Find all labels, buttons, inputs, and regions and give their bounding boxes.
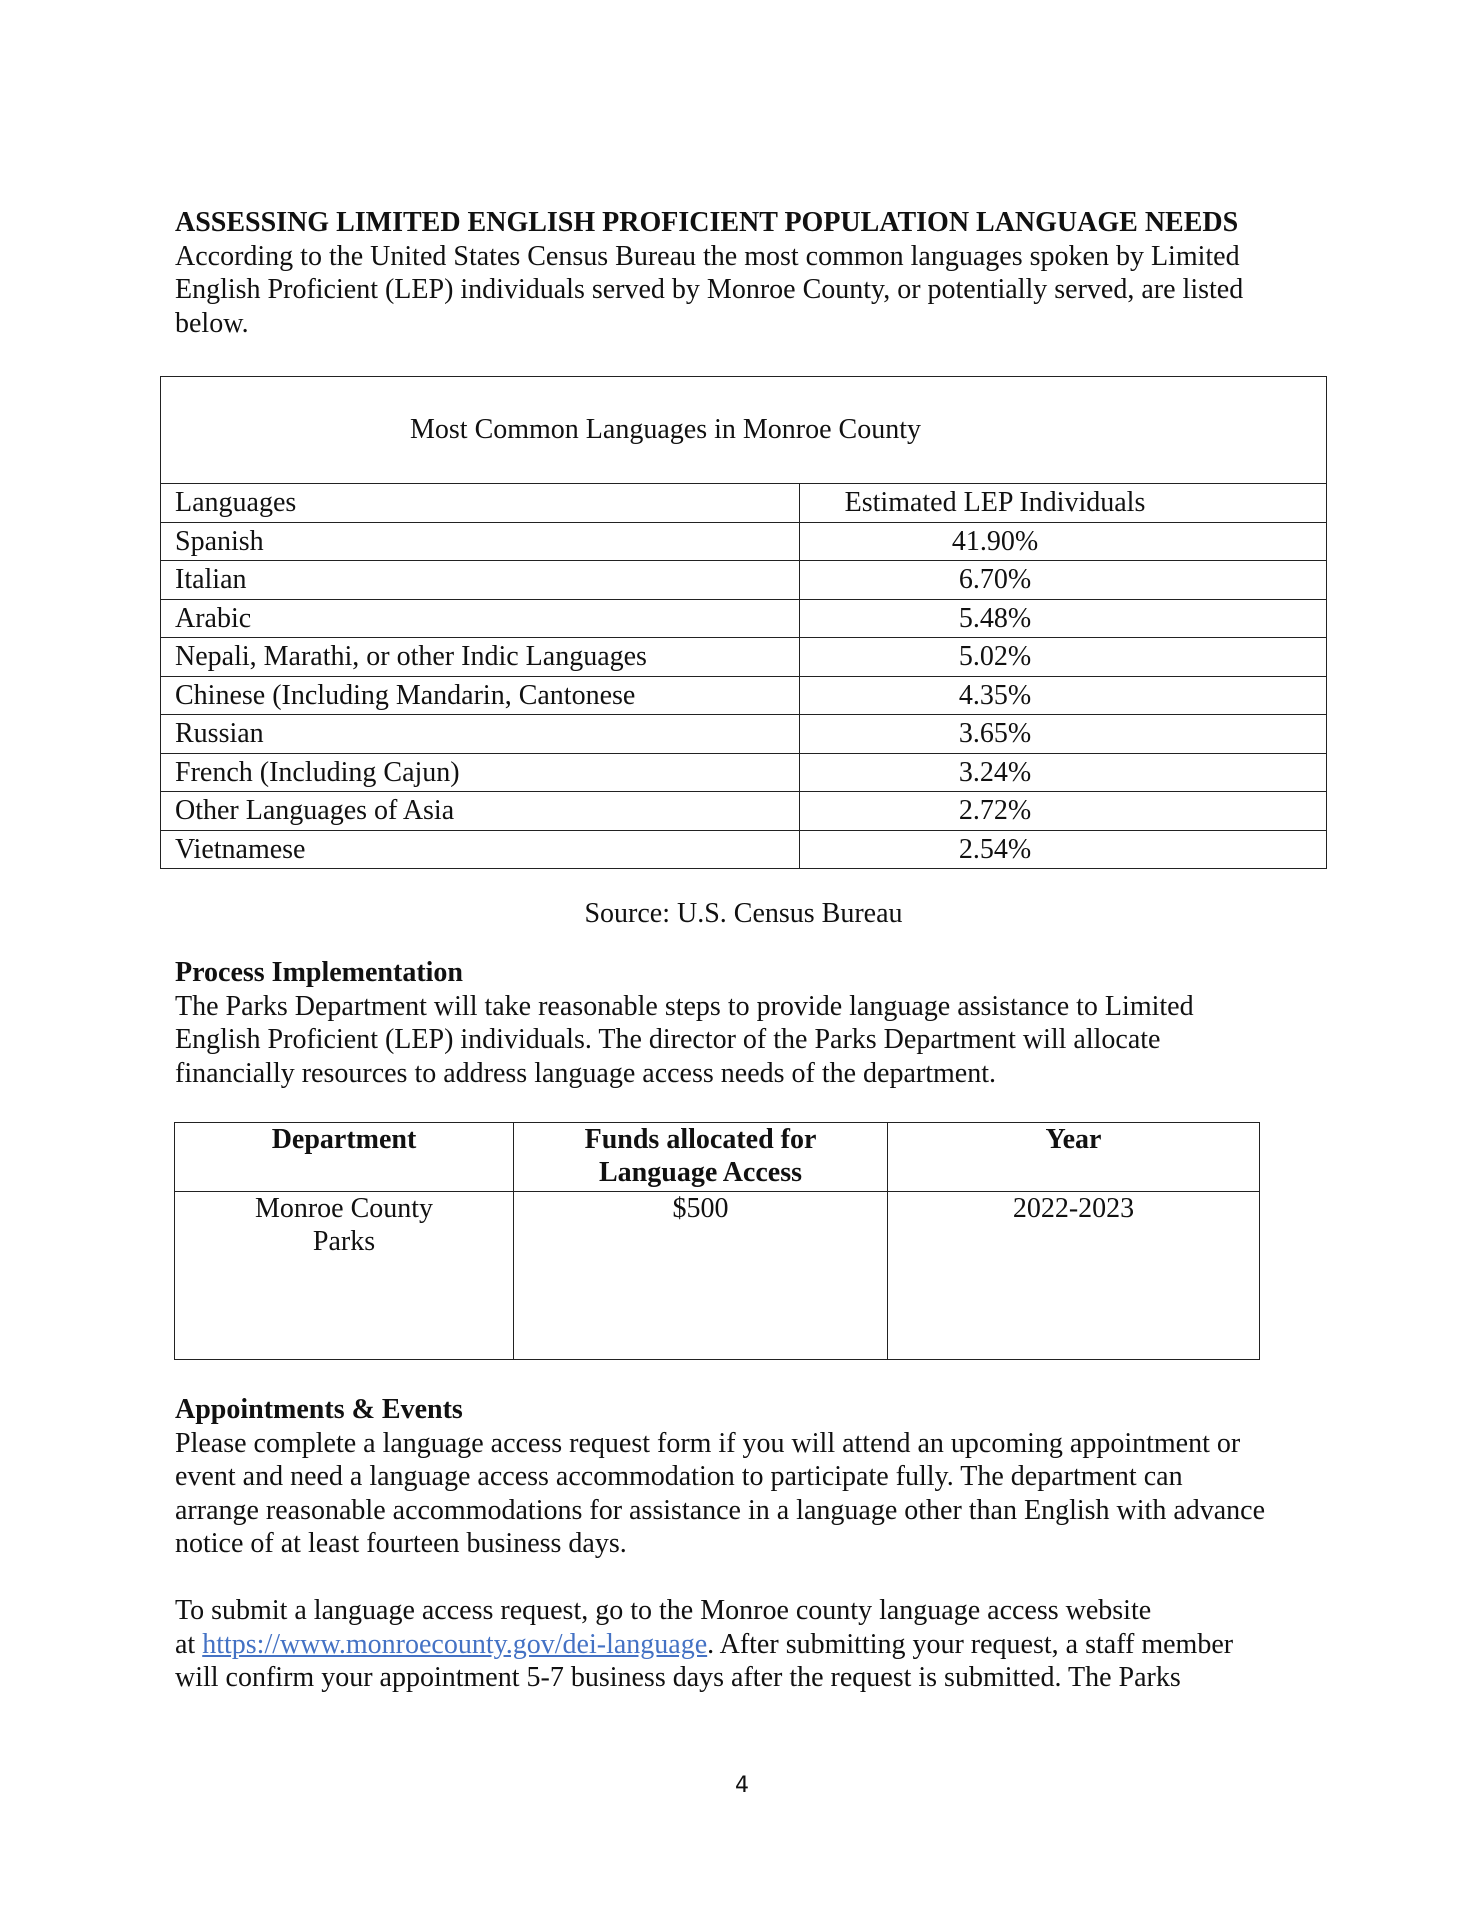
lep-paragraph-line: below. xyxy=(175,307,249,339)
header-text: Department xyxy=(271,1124,417,1155)
column-header-funds xyxy=(514,1123,888,1192)
table-row xyxy=(161,676,1327,715)
year-cell: 2022-2023 xyxy=(888,1192,1260,1360)
column-header-department xyxy=(175,1123,514,1192)
percent-cell: 3.24% xyxy=(800,753,1327,792)
table-row xyxy=(161,561,1327,600)
lep-section xyxy=(175,206,1335,340)
language-cell: Nepali, Marathi, or other Indic Languages xyxy=(161,638,800,677)
table-row xyxy=(161,599,1327,638)
percent-cell: 6.70% xyxy=(800,561,1327,600)
language-cell: Vietnamese xyxy=(161,830,800,869)
table-row xyxy=(161,522,1327,561)
funds-cell: $500 xyxy=(514,1192,888,1360)
column-header-year xyxy=(888,1123,1260,1192)
department-name-line: Parks xyxy=(312,1226,376,1257)
header-text: Year xyxy=(1045,1124,1102,1155)
table-source-note: Source: U.S. Census Bureau xyxy=(584,898,903,929)
submit-paragraph-line xyxy=(175,1628,1335,1662)
submit-suffix: . After submitting your request, a staff member xyxy=(707,1628,1234,1660)
appointments-paragraph-line: Please complete a language access request form if you will attend an upcoming appointment or xyxy=(175,1427,1241,1459)
column-header-languages: Languages xyxy=(161,484,800,523)
table-header-row xyxy=(161,484,1327,523)
language-cell: Other Languages of Asia xyxy=(161,792,800,831)
percent-cell: 2.54% xyxy=(800,830,1327,869)
page-number: 4 xyxy=(735,1773,749,1798)
process-paragraph-line: English Proficient (LEP) individuals. The director of the Parks Department will allocate xyxy=(175,1024,1161,1055)
appointments-paragraph-line: arrange reasonable accommodations for assistance in a language other than English with advance xyxy=(175,1494,1266,1526)
language-cell: Italian xyxy=(161,561,800,600)
lep-heading: ASSESSING LIMITED ENGLISH PROFICIENT POPULATION LANGUAGE NEEDS xyxy=(175,207,1239,238)
department-cell xyxy=(175,1192,514,1360)
appointments-section xyxy=(175,1393,1335,1695)
language-cell: Arabic xyxy=(161,599,800,638)
percent-cell: 5.48% xyxy=(800,599,1327,638)
appointments-paragraph-line: notice of at least fourteen business days. xyxy=(175,1528,627,1559)
table-row xyxy=(161,792,1327,831)
process-heading: Process Implementation xyxy=(175,957,463,988)
table-caption-row xyxy=(161,377,1327,484)
languages-table xyxy=(160,376,1327,869)
submit-paragraph-line: To submit a language access request, go to the Monroe county language access website xyxy=(175,1595,1152,1626)
appointments-paragraph-line: event and need a language access accommodation to participate fully. The department can xyxy=(175,1461,1183,1492)
table-caption: Most Common Languages in Monroe County xyxy=(161,377,1327,484)
percent-cell: 4.35% xyxy=(800,676,1327,715)
submit-paragraph-line: will confirm your appointment 5-7 business days after the request is submitted. The Parks xyxy=(175,1662,1181,1693)
percent-cell: 3.65% xyxy=(800,715,1327,754)
percent-cell: 2.72% xyxy=(800,792,1327,831)
table-row xyxy=(175,1192,1260,1360)
appointments-heading: Appointments & Events xyxy=(175,1394,463,1425)
lep-paragraph-line: English Proficient (LEP) individuals served by Monroe County, or potentially served, are listed xyxy=(175,274,1244,305)
table-row xyxy=(161,638,1327,677)
process-section xyxy=(175,956,1335,1090)
language-cell: Russian xyxy=(161,715,800,754)
header-text: Language Access xyxy=(599,1157,802,1188)
language-cell: Spanish xyxy=(161,522,800,561)
paragraph-gap xyxy=(175,1561,1335,1595)
language-cell: Chinese (Including Mandarin, Cantonese xyxy=(161,676,800,715)
department-name-line: Monroe County xyxy=(254,1193,434,1224)
header-text: Funds allocated for xyxy=(584,1124,817,1155)
funds-table xyxy=(174,1122,1260,1360)
table-row xyxy=(161,715,1327,754)
lep-paragraph-line: According to the United States Census Bureau the most common languages spoken by Limited xyxy=(175,240,1240,272)
language-cell: French (Including Cajun) xyxy=(161,753,800,792)
submit-prefix: at xyxy=(175,1628,203,1660)
table-row xyxy=(161,753,1327,792)
language-access-link[interactable]: https://www.monroecounty.gov/dei-language xyxy=(202,1628,708,1660)
percent-cell: 5.02% xyxy=(800,638,1327,677)
table-header-row xyxy=(175,1123,1260,1192)
table-row xyxy=(161,830,1327,869)
column-header-estimate: Estimated LEP Individuals xyxy=(800,484,1327,523)
percent-cell: 41.90% xyxy=(800,522,1327,561)
process-paragraph-line: The Parks Department will take reasonable steps to provide language assistance to Limited xyxy=(175,990,1194,1022)
process-paragraph-line: financially resources to address language access needs of the department. xyxy=(175,1057,996,1089)
